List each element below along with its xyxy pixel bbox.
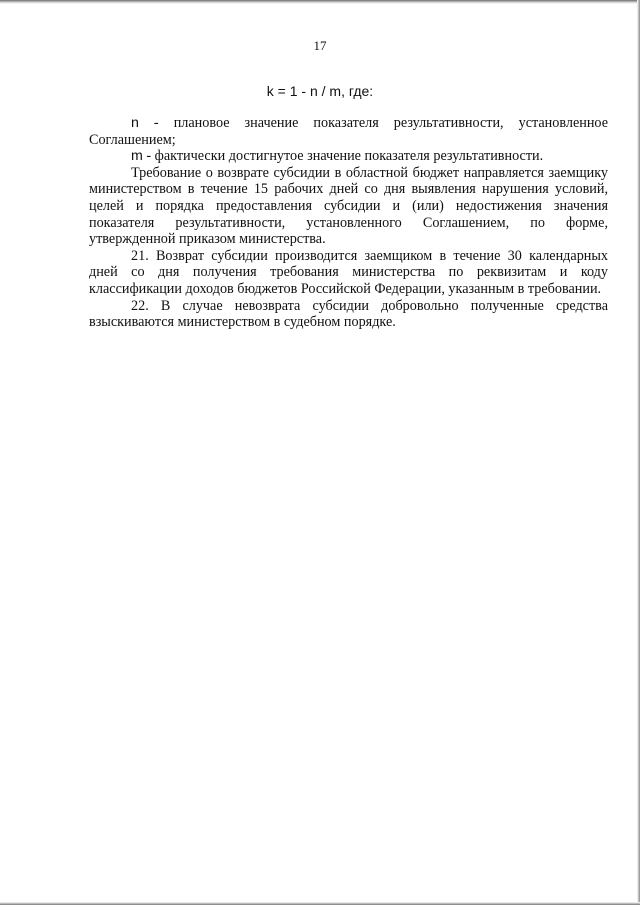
scan-edge-top <box>0 0 640 4</box>
definition-text: - плановое значение показателя результативности, установленное Соглашением; <box>89 115 608 148</box>
page-number: 17 <box>313 38 327 53</box>
paragraph-22: 22. В случае невозврата субсидии добровольно полученные средства взыскиваются министерством в судебном порядке. <box>89 297 608 331</box>
definition-symbol: n <box>131 115 139 131</box>
definition-n <box>89 115 608 148</box>
definition-text: - фактически достигнутое значение показателя результативности. <box>142 148 544 165</box>
paragraph-21: 21. Возврат субсидии производится заемщиком в течение 30 календарных дней со дня получения требования министерства по реквизитам и коду классификации доходов бюджетов Российской Федерации, указанным в требовании. <box>89 247 608 297</box>
document-body <box>89 115 608 331</box>
definition-m <box>89 148 608 165</box>
definition-symbol: m <box>131 148 143 165</box>
formula: k = 1 - n / m, где: <box>266 83 374 99</box>
paragraph-refund-demand: Требование о возврате субсидии в областной бюджет направляется заемщику министерством в течение 15 рабочих дней со дня выявления нарушения условий, целей и порядка предоставления субсидии и (или) недостижения значения показателя результативности, установленного Соглашением, по форме, утвержденной приказом министерства. <box>89 164 608 248</box>
